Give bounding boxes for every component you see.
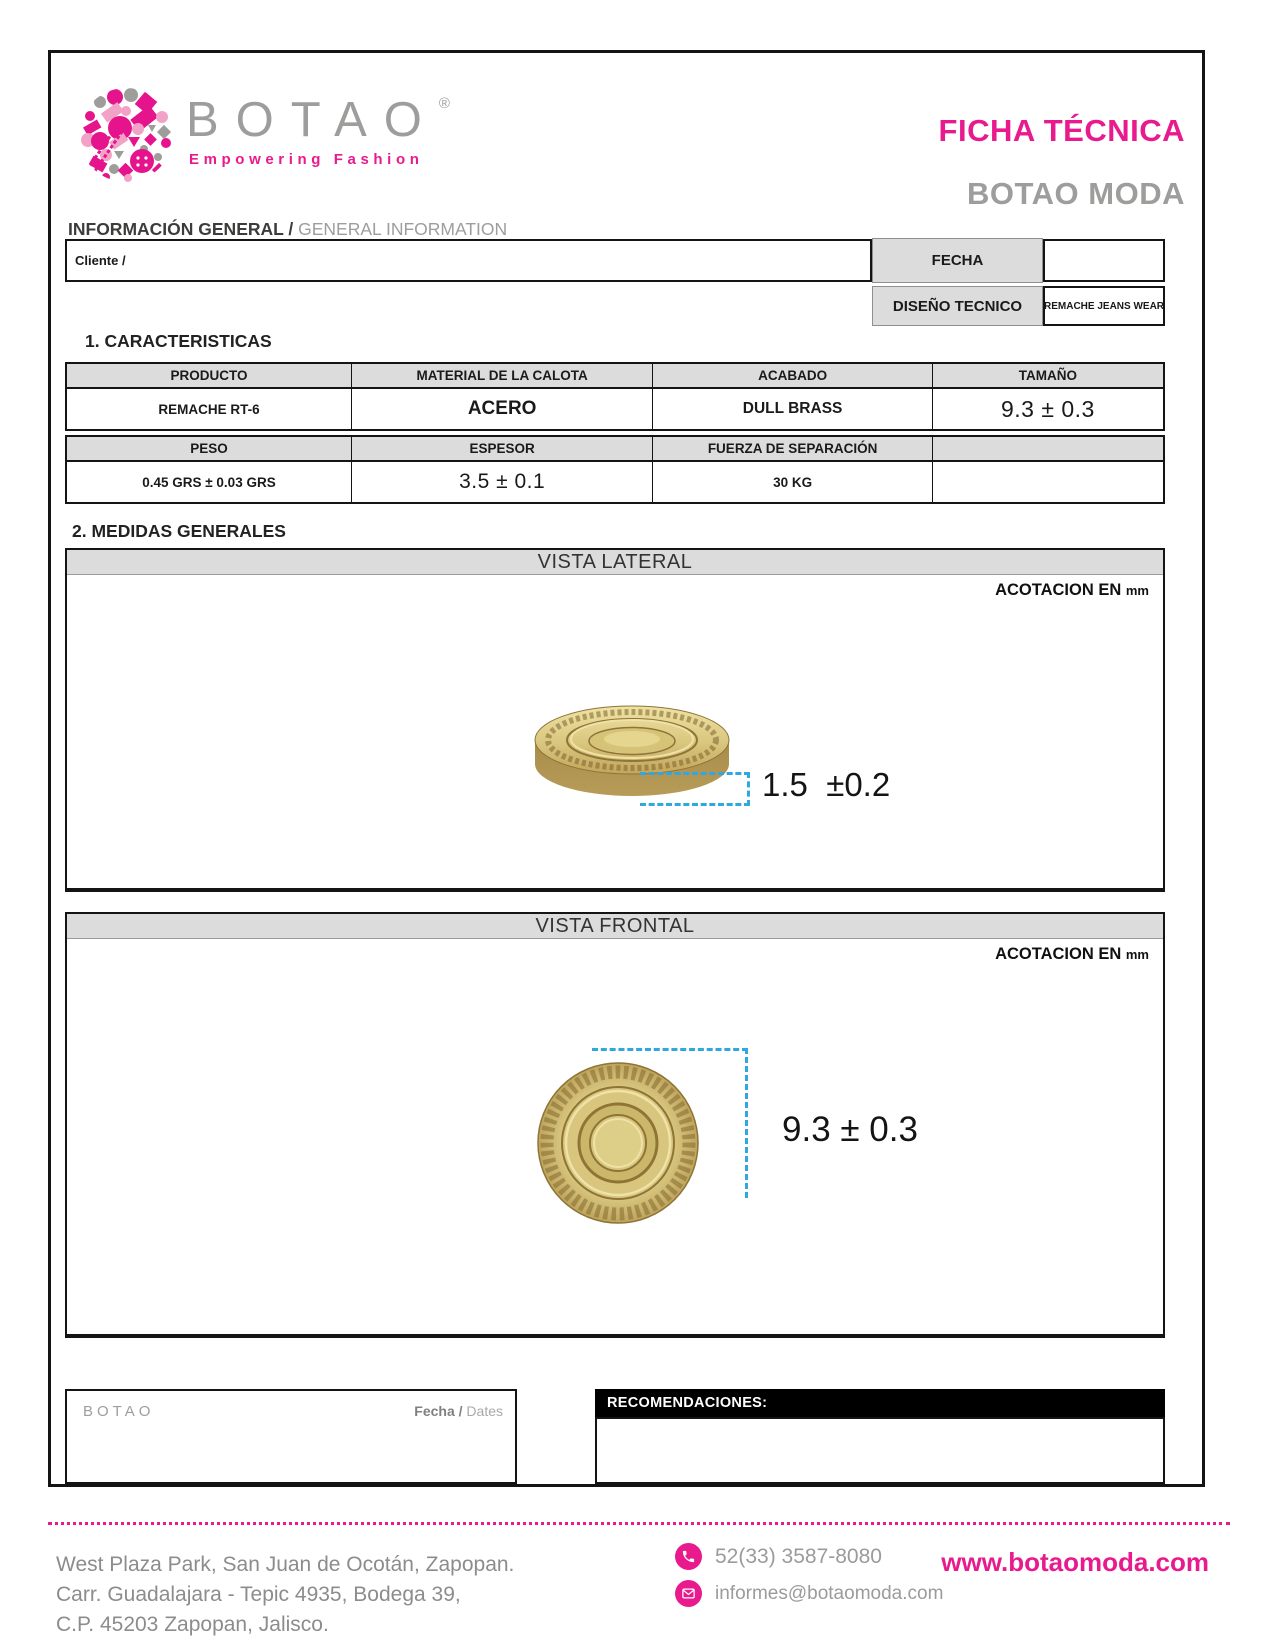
table2-header-row bbox=[67, 437, 1163, 462]
registered-mark: ® bbox=[438, 95, 450, 112]
botao-signoff-box bbox=[65, 1389, 517, 1484]
recomendaciones-header: RECOMENDACIONES: bbox=[595, 1389, 1165, 1417]
table1-header-tamano: TAMAÑO bbox=[933, 364, 1163, 389]
footer-phone-number: 52(33) 3587-8080 bbox=[715, 1544, 882, 1568]
table1-value-tamano: 9.3 ± 0.3 bbox=[933, 389, 1163, 429]
footer-email-row bbox=[675, 1580, 943, 1607]
fecha-label-cell: FECHA bbox=[872, 238, 1043, 283]
units-note-text: ACOTACION EN bbox=[995, 945, 1122, 963]
caracteristicas-table-2 bbox=[65, 435, 1165, 504]
caracteristicas-table-1 bbox=[65, 362, 1165, 431]
botao-logo-mosaic-icon bbox=[76, 85, 176, 185]
footer-phone-row bbox=[675, 1543, 882, 1570]
brand-text: BOTAO bbox=[186, 93, 439, 147]
fecha-value-cell bbox=[1043, 239, 1165, 282]
vista-frontal-units-note bbox=[995, 945, 1149, 964]
doc-title: FICHA TÉCNICA bbox=[938, 113, 1185, 148]
address-line: C.P. 45203 Zapopan, Jalisco. bbox=[56, 1613, 329, 1636]
botao-signoff-label: BOTAO bbox=[83, 1403, 155, 1420]
general-info-heading-es: INFORMACIÓN GENERAL / bbox=[68, 219, 294, 239]
table1-value-row bbox=[67, 389, 1163, 429]
table2-value-espesor: 3.5 ± 0.1 bbox=[352, 462, 653, 502]
front-dimension-bracket bbox=[592, 1048, 748, 1198]
units-note-text: ACOTACION EN bbox=[995, 581, 1122, 599]
vista-lateral-units-note bbox=[995, 581, 1149, 600]
diseno-tecnico-label-cell: DISEÑO TECNICO bbox=[872, 286, 1043, 326]
dates-label: Dates bbox=[466, 1403, 503, 1419]
vista-lateral-header: VISTA LATERAL bbox=[67, 550, 1163, 575]
table2-header-empty bbox=[933, 437, 1163, 462]
table1-header-material: MATERIAL DE LA CALOTA bbox=[352, 364, 653, 389]
doc-subtitle: BOTAO MODA bbox=[967, 176, 1185, 211]
table1-header-acabado: ACABADO bbox=[653, 364, 932, 389]
units-note-unit: mm bbox=[1125, 583, 1149, 598]
footer-address bbox=[56, 1550, 514, 1640]
footer-email-address[interactable]: informes@botaomoda.com bbox=[715, 1582, 944, 1604]
table2-value-fuerza: 30 KG bbox=[653, 462, 932, 502]
recomendaciones-box bbox=[595, 1417, 1165, 1484]
table1-value-producto: REMACHE RT-6 bbox=[67, 389, 352, 429]
side-dimension-bracket bbox=[640, 772, 750, 806]
general-info-heading bbox=[68, 219, 507, 240]
address-line: West Plaza Park, San Juan de Ocotán, Zapopan. bbox=[56, 1553, 515, 1576]
table1-value-material: ACERO bbox=[352, 389, 653, 429]
table2-header-fuerza: FUERZA DE SEPARACIÓN bbox=[653, 437, 932, 462]
medidas-title: 2. MEDIDAS GENERALES bbox=[72, 521, 286, 541]
units-note-unit: mm bbox=[1125, 947, 1149, 962]
cliente-field bbox=[65, 239, 872, 282]
footer-website-link[interactable]: www.botaomoda.com bbox=[941, 1547, 1209, 1577]
side-dimension-value: 1.5 ±0.2 bbox=[762, 766, 891, 803]
fecha-dates-label bbox=[414, 1403, 503, 1419]
brand-tagline: Empowering Fashion bbox=[189, 151, 424, 168]
table2-value-peso: 0.45 GRS ± 0.03 GRS bbox=[67, 462, 352, 502]
diseno-tecnico-value-cell: REMACHE JEANS WEAR bbox=[1043, 286, 1165, 326]
caracteristicas-title: 1. CARACTERISTICAS bbox=[85, 331, 272, 351]
phone-icon bbox=[675, 1543, 702, 1570]
front-dimension-value: 9.3 ± 0.3 bbox=[782, 1110, 918, 1149]
vista-frontal-header: VISTA FRONTAL bbox=[67, 914, 1163, 939]
fecha-label: Fecha / bbox=[414, 1403, 463, 1419]
table2-value-empty bbox=[933, 462, 1163, 502]
general-info-heading-en: GENERAL INFORMATION bbox=[298, 219, 508, 239]
table2-header-espesor: ESPESOR bbox=[352, 437, 653, 462]
address-line: Carr. Guadalajara - Tepic 4935, Bodega 39, bbox=[56, 1583, 461, 1606]
table1-value-acabado: DULL BRASS bbox=[653, 389, 932, 429]
table2-value-row bbox=[67, 462, 1163, 502]
footer-divider bbox=[48, 1522, 1230, 1525]
cliente-label: Cliente / bbox=[75, 253, 126, 268]
table1-header-producto: PRODUCTO bbox=[67, 364, 352, 389]
brand-name bbox=[186, 92, 450, 148]
table2-header-peso: PESO bbox=[67, 437, 352, 462]
email-icon bbox=[675, 1580, 702, 1607]
table1-header-row bbox=[67, 364, 1163, 389]
